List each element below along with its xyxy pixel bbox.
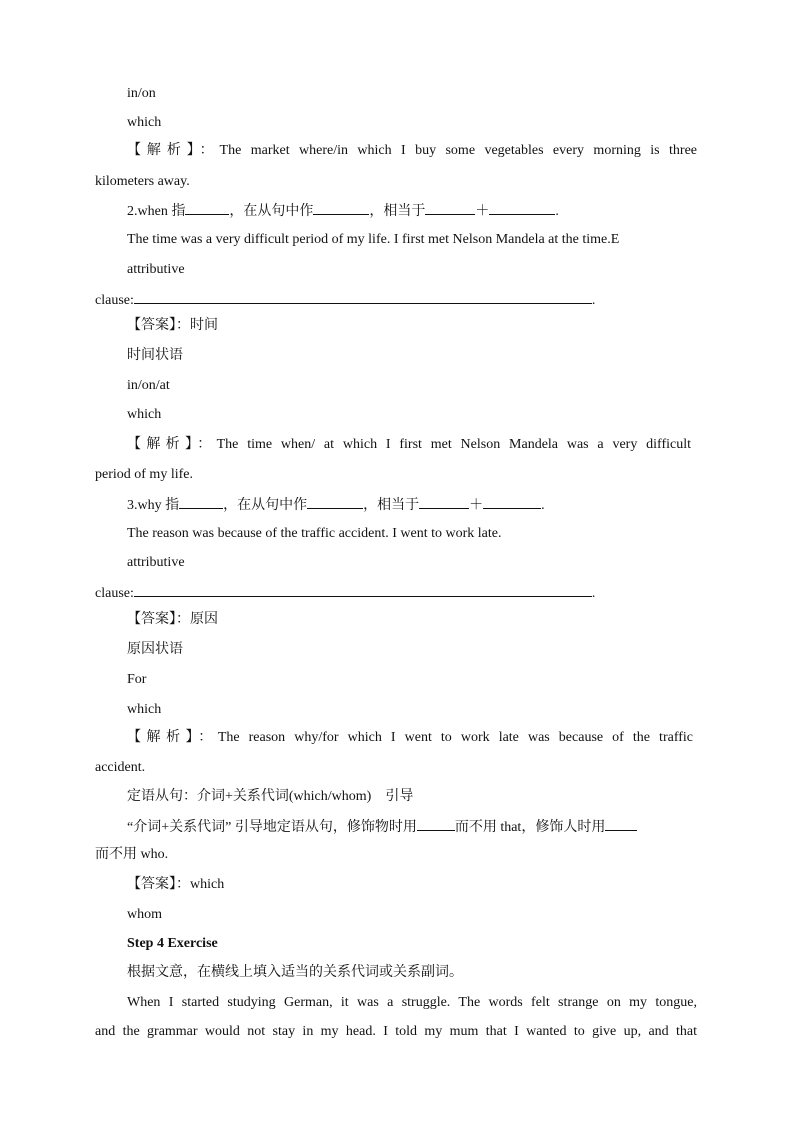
analysis-text: The time when/ at which I first met Nelson Mandela was a very difficult bbox=[216, 437, 692, 452]
answer-line: whom bbox=[127, 907, 162, 922]
fill-blank[interactable] bbox=[179, 494, 223, 509]
answer-line: 原因状语 bbox=[127, 642, 183, 657]
sentence-line: The time was a very difficult period of my life. I first met Nelson Mandela at the time.E bbox=[127, 232, 620, 247]
grammar-rule-continuation: 而不用 who. bbox=[95, 847, 169, 862]
answer-line: For bbox=[127, 672, 147, 687]
analysis-continuation: kilometers away. bbox=[95, 174, 190, 189]
analysis-continuation: period of my life. bbox=[95, 467, 193, 482]
sentence-line: attributive bbox=[127, 262, 185, 277]
fill-blank[interactable] bbox=[185, 200, 229, 215]
passage-line: When I started studying German, it was a struggle. The words felt strange on my tongue, bbox=[127, 995, 697, 1010]
analysis-line bbox=[127, 435, 691, 455]
answer-line: 时间状语 bbox=[127, 348, 183, 363]
passage-line: and the grammar would not stay in my head. I told my mum that I wanted to give up, and that bbox=[95, 1024, 697, 1039]
analysis-line bbox=[127, 728, 693, 748]
answer-tag: 【答案】： bbox=[127, 877, 190, 892]
grammar-rule-line: “介词+关系代词” 引导地定语从句，修饰物时用 而不用 that，修饰人时用 bbox=[127, 816, 637, 838]
fill-blank[interactable] bbox=[605, 816, 637, 831]
answer-header: 【答案】：which bbox=[127, 877, 225, 892]
clause-answer-line: clause: . bbox=[95, 582, 595, 604]
question-line: 3.why 指 ，在从句中作 ，相当于 ＋ . bbox=[127, 494, 545, 516]
analysis-text: The reason why/for which I went to work late was because of the traffic bbox=[217, 730, 693, 745]
answer-line: in/on bbox=[127, 86, 156, 101]
fill-blank[interactable] bbox=[307, 494, 363, 509]
fill-blank[interactable] bbox=[483, 494, 541, 509]
exercise-instruction: 根据文意，在横线上填入适当的关系代词或关系副词。 bbox=[127, 965, 463, 980]
answer-header: 【答案】：时间 bbox=[127, 318, 218, 333]
fill-blank[interactable] bbox=[313, 200, 369, 215]
fill-blank[interactable] bbox=[425, 200, 475, 215]
answer-line: which bbox=[127, 115, 162, 130]
analysis-tag: 【解析】： bbox=[127, 143, 220, 158]
analysis-tag: 【解析】： bbox=[127, 437, 217, 452]
analysis-text: The market where/in which I buy some vegetables every morning is three bbox=[219, 143, 697, 158]
analysis-tag: 【解析】： bbox=[127, 730, 218, 745]
grammar-heading: 定语从句：介词+关系代词(which/whom) 引导 bbox=[127, 789, 414, 804]
answer-header: 【答案】：原因 bbox=[127, 612, 218, 627]
question-line: 2.when 指 ，在从句中作 ，相当于 ＋ . bbox=[127, 200, 559, 222]
analysis-line bbox=[127, 141, 697, 161]
clause-blank[interactable] bbox=[134, 582, 592, 597]
answer-line: which bbox=[127, 407, 162, 422]
fill-blank[interactable] bbox=[419, 494, 469, 509]
fill-blank[interactable] bbox=[489, 200, 555, 215]
answer-line: which bbox=[127, 702, 162, 717]
fill-blank[interactable] bbox=[417, 816, 455, 831]
answer-tag: 【答案】： bbox=[127, 318, 190, 333]
answer-tag: 【答案】： bbox=[127, 612, 190, 627]
section-heading: Step 4 Exercise bbox=[127, 936, 218, 951]
answer-line: in/on/at bbox=[127, 378, 170, 393]
sentence-line: The reason was because of the traffic accident. I went to work late. bbox=[127, 526, 502, 541]
clause-answer-line: clause: . bbox=[95, 289, 595, 311]
analysis-continuation: accident. bbox=[95, 760, 146, 775]
sentence-line: attributive bbox=[127, 555, 185, 570]
clause-blank[interactable] bbox=[134, 289, 592, 304]
